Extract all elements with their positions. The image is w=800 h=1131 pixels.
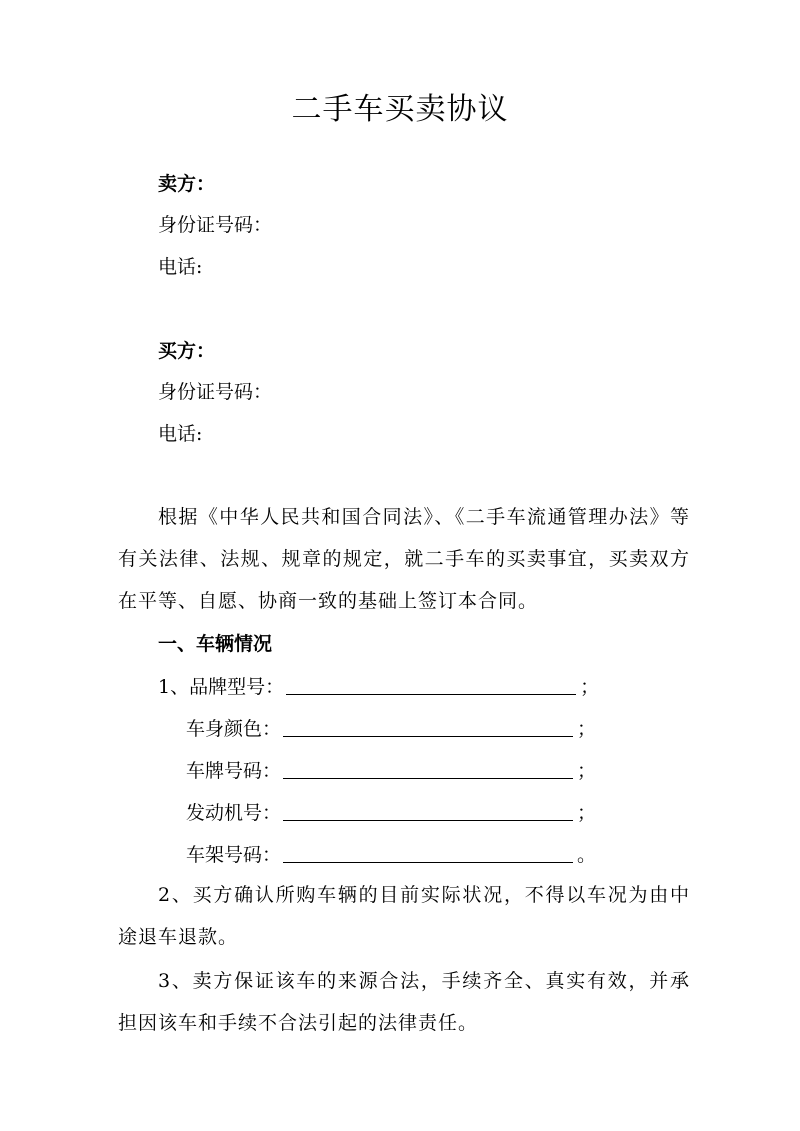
field-label: 1、品牌型号： bbox=[158, 676, 285, 698]
field-end: ； bbox=[577, 718, 597, 740]
field-label: 发动机号： bbox=[186, 802, 282, 824]
section1-heading: 一、车辆情况 bbox=[158, 633, 273, 655]
field-brand-model bbox=[158, 672, 599, 701]
intro-paragraph: 根据《中华人民共和国合同法》、《二手车流通管理办法》等有关法律、法规、规章的规定，就二手车的买卖事宜，买卖双方在平等、自愿、协商一致的基础上签订本合同。 bbox=[118, 506, 690, 612]
brand-model-blank[interactable] bbox=[286, 672, 576, 695]
seller-phone-label: 电话: bbox=[158, 256, 203, 278]
seller-id-label: 身份证号码： bbox=[158, 214, 273, 236]
engine-number-blank[interactable] bbox=[283, 798, 573, 821]
field-end: 。 bbox=[577, 844, 597, 866]
field-end: ； bbox=[577, 802, 597, 824]
buyer-id-label: 身份证号码： bbox=[158, 381, 273, 403]
clause-3: 3、卖方保证该车的来源合法，手续齐全、真实有效，并承担因该车和手续不合法引起的法律责任。 bbox=[118, 970, 690, 1034]
plate-number-blank[interactable] bbox=[283, 756, 573, 779]
vin-blank[interactable] bbox=[283, 840, 573, 863]
document-title: 二手车买卖协议 bbox=[291, 92, 509, 127]
field-plate-number bbox=[186, 756, 596, 785]
buyer-phone-label: 电话: bbox=[158, 423, 203, 445]
field-end: ； bbox=[580, 676, 600, 698]
buyer-label: 买方： bbox=[158, 340, 216, 362]
field-label: 车架号码： bbox=[186, 844, 282, 866]
field-vin bbox=[186, 840, 596, 869]
field-label: 车牌号码： bbox=[186, 760, 282, 782]
field-engine-number bbox=[186, 798, 596, 827]
field-end: ； bbox=[577, 760, 597, 782]
field-label: 车身颜色： bbox=[186, 718, 282, 740]
field-body-color bbox=[186, 714, 596, 743]
clause-2: 2、买方确认所购车辆的目前实际状况，不得以车况为由中途退车退款。 bbox=[118, 884, 690, 948]
body-color-blank[interactable] bbox=[283, 714, 573, 737]
seller-label: 卖方： bbox=[158, 173, 216, 195]
